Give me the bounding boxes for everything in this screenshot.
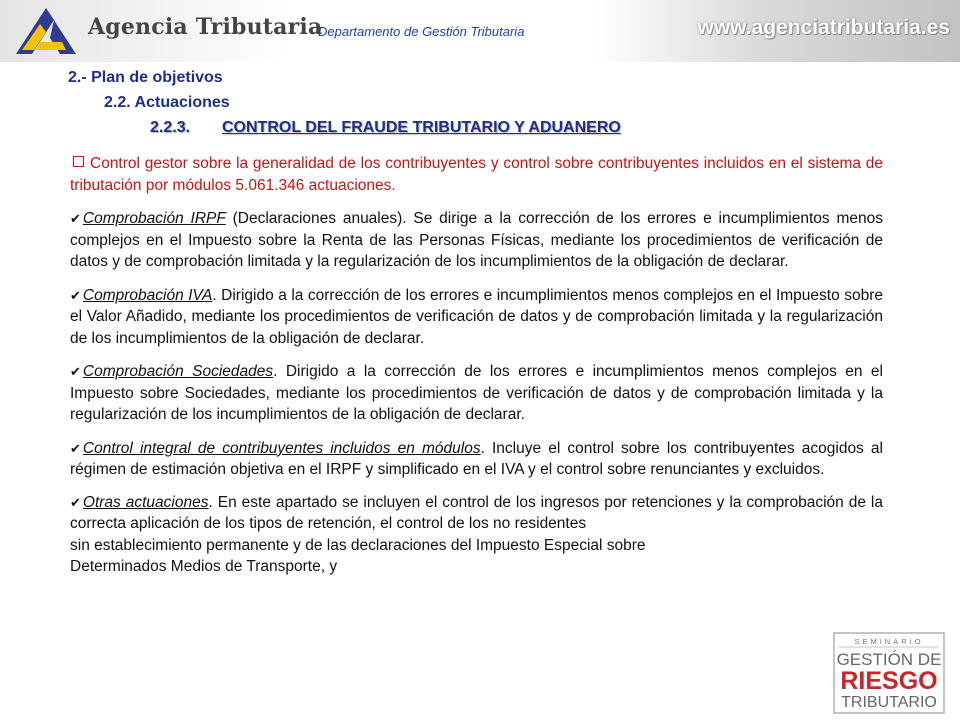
seal-line-4: TRIBUTARIO <box>841 694 937 711</box>
brand-name: Agencia Tributaria <box>88 14 323 40</box>
item-text: . Incluye el control sobre los contribuyentes acogidos al régimen de estimación objetiva en el IRPF y simplificado en el IVA y el control sobre renunciantes y excluidos. <box>70 439 883 478</box>
checkmark-icon: ✔ <box>70 364 81 379</box>
topic-title: CONTROL DEL FRAUDE TRIBUTARIO Y ADUANERO <box>222 119 621 136</box>
subsection-heading: 2.2. Actuaciones <box>104 94 230 111</box>
square-bullet-icon <box>73 156 84 167</box>
slide-body <box>70 153 883 578</box>
topic-number: 2.2.3. <box>150 119 191 136</box>
item-title: Comprobación IVA <box>82 286 213 304</box>
item-text-line: sin establecimiento permanente y de las declaraciones del Impuesto Especial sobre <box>70 536 646 554</box>
item-text: . Dirigido a la corrección de los errores e incumplimientos menos complejos en el Impuesto sobre el Valor Añadido, mediante los procedimientos de verificación de datos y de comprobación limitada y la regularización de los incumplimientos de la obligación de declarar. <box>70 286 883 347</box>
item-title: Otras actuaciones <box>82 493 209 511</box>
list-item <box>70 492 883 578</box>
seal-line-3: RIESGO <box>840 667 938 695</box>
item-text: . Dirigido a la corrección de los errores e incumplimientos menos complejos en el Impuesto sobre Sociedades, mediante los procedimientos de verificación de datos y de comprobación limitada y la regularización de los incumplimientos de la obligación de declarar. <box>70 363 883 423</box>
header-banner <box>0 0 960 62</box>
list-item <box>70 208 883 273</box>
intro-paragraph <box>70 153 883 196</box>
topic-heading <box>150 119 621 137</box>
agency-logo-icon <box>10 4 82 58</box>
list-item <box>70 438 883 481</box>
seal-line-1: SEMINARIO <box>854 637 924 646</box>
checkmark-icon: ✔ <box>70 440 81 456</box>
seal-line-2: GESTIÓN DE <box>836 650 942 669</box>
checkmark-icon: ✔ <box>70 287 81 303</box>
intro-text: Control gestor sobre la generalidad de los contribuyentes y control sobre contribuyentes incluidos en el sistema de tributación por módulos 5.061.346 actuaciones. <box>70 155 883 194</box>
item-title: Control integral de contribuyentes incluidos en módulos <box>82 439 481 457</box>
item-title: Comprobación IRPF <box>82 210 226 227</box>
item-text: (Declaraciones anuales). Se dirige a la corrección de los errores e incumplimientos menos complejos en el Impuesto sobre la Renta de las Personas Físicas, mediante los procedimientos de verificación de datos y de comprobación limitada y la regularización de los incumplimientos de la obligación de declarar. <box>70 210 883 270</box>
section-heading: 2.- Plan de objetivos <box>68 69 223 86</box>
item-title: Comprobación Sociedades <box>82 363 274 380</box>
department-name: Departamento de Gestión Tributaria <box>318 24 525 39</box>
list-item <box>70 361 883 426</box>
item-paragraph <box>70 492 883 535</box>
seminar-seal-logo <box>833 632 945 714</box>
item-text: . En este apartado se incluyen el control de los ingresos por retenciones y la comprobación de la correcta aplicación de los tipos de retención, el control de los no residentes <box>70 493 883 532</box>
item-text-line: Determinados Medios de Transporte, y <box>70 558 338 575</box>
checkmark-icon: ✔ <box>70 211 81 226</box>
website-url: www.agenciatributaria.es <box>697 16 950 39</box>
checkmark-icon: ✔ <box>70 494 81 510</box>
list-item <box>70 285 883 350</box>
